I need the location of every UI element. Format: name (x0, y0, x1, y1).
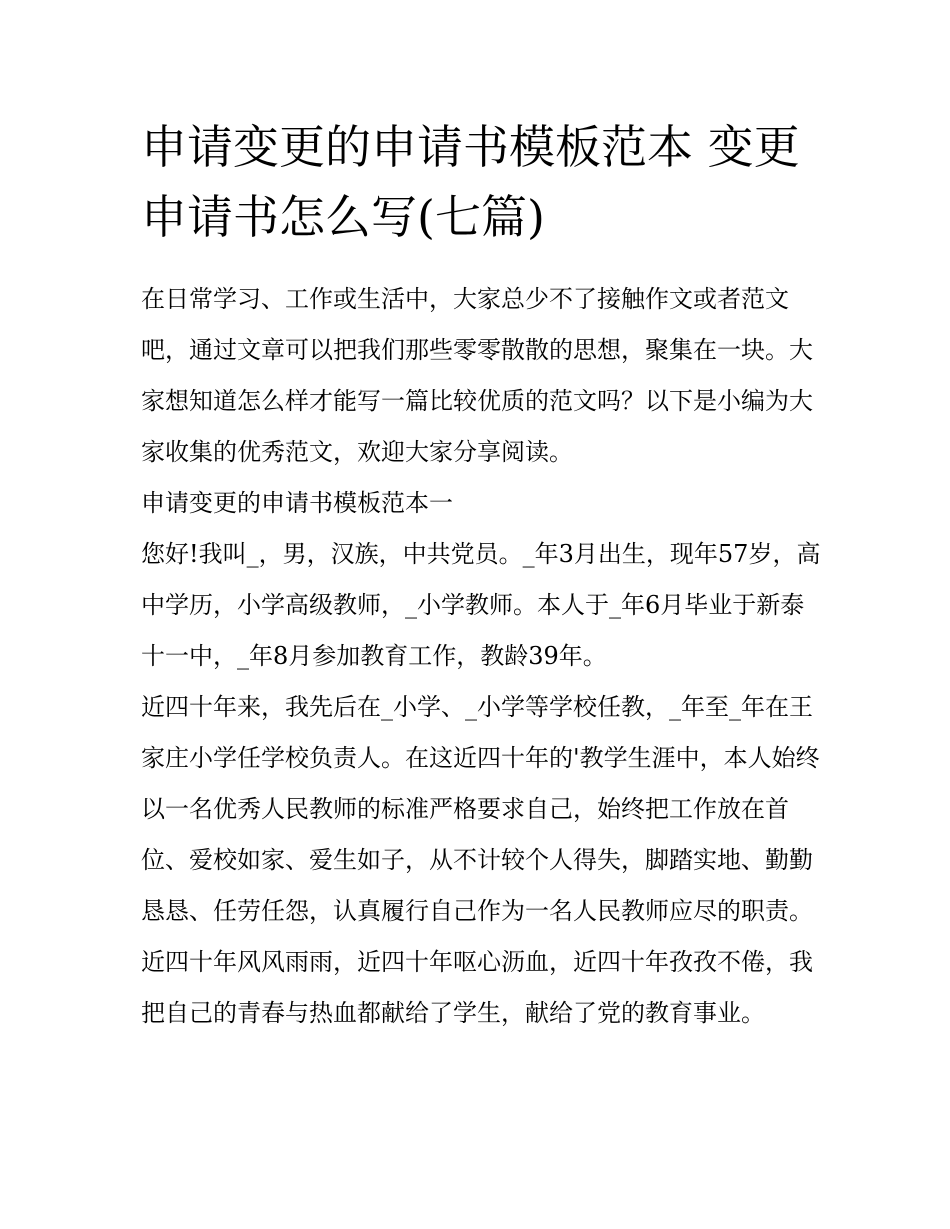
section-heading: 申请变更的申请书模板范本一 (141, 489, 453, 517)
body-paragraph: 近四十年来，我先后在_小学、_小学等学校任教，_年至_年在王家庄小学任学校负责人。在这近四十年的'教学生涯中，本人始终以一名优秀人民教师的标准严格要求自己，始终把工作放在首位、爱校如家、爱生如子，从不计较个人得失，脚踏实地、勤勤恳恳、任劳任怨，认真履行自己作为一名人民教师应尽的职责。 (141, 693, 820, 925)
document-body (141, 274, 821, 1039)
intro-paragraph: 在日常学习、工作或生活中，大家总少不了接触作文或者范文吧，通过文章可以把我们那些零零散散的思想，聚集在一块。大家想知道怎么样才能写一篇比较优质的范文吗？以下是小编为大家收集的优秀范文，欢迎大家分享阅读。 (141, 285, 813, 466)
body-paragraph: 您好!我叫_，男，汉族，中共党员。_年3月出生，现年57岁，高中学历，小学高级教师，_小学教师。本人于_年6月毕业于新泰十一中，_年8月参加教育工作，教龄39年。 (141, 540, 821, 670)
body-paragraph: 近四十年风风雨雨，近四十年呕心沥血，近四十年孜孜不倦，我把自己的青春与热血都献给了学生，献给了党的教育事业。 (141, 948, 813, 1027)
document-title: 申请变更的申请书模板范本 变更申请书怎么写(七篇) (141, 120, 800, 244)
